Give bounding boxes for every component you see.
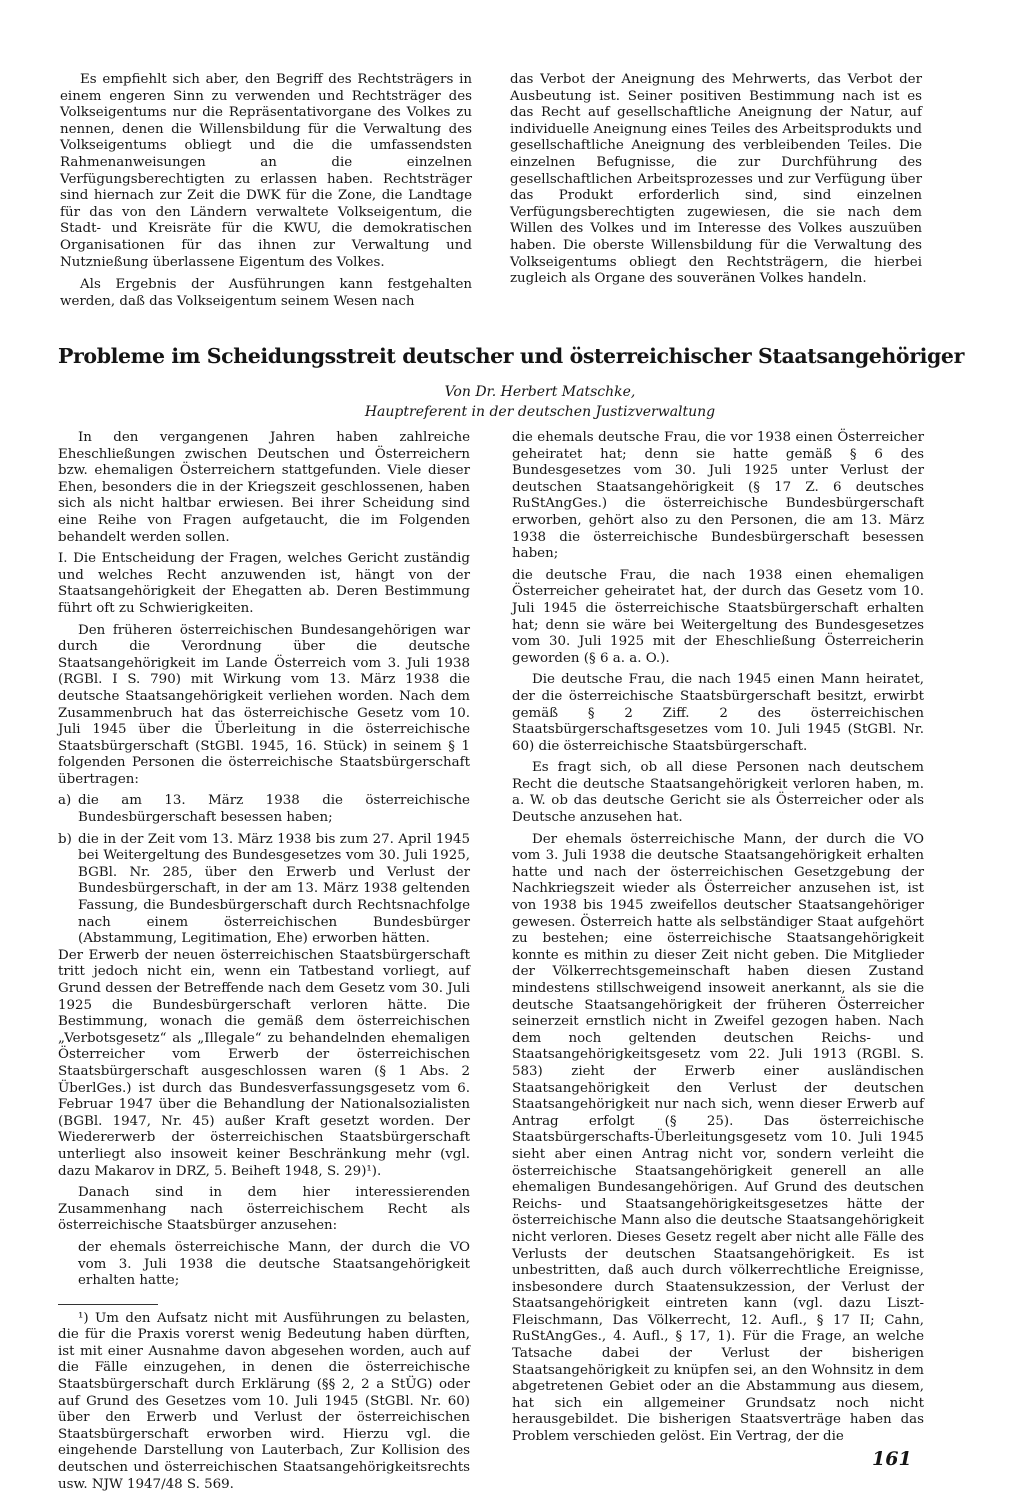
paragraph: Danach sind in dem hier interessierenden Zusammenhang nach österreichischem Recht als österreichische Staatsbürger anzusehen: [58,1185,470,1234]
paragraph: Der Erwerb der neuen österreichischen Staatsbürgerschaft tritt jedoch nicht ein, wenn ein Tatbestand vorliegt, auf Grund dessen der Betreffende nach dem Gesetz vom 30. Juli 1925 die Bundesbürgerschaft verloren hätte. Die Bestimmung, wonach die gemäß dem österreichischen „Verbotsgesetz“ als „Illegale“ zu behandelnden ehemaligen Österreicher vom Erwerb der österreichischen Staatsbürgerschaft ausgeschlossen waren (§ 1 Abs. 2 ÜberlGes.) ist durch das Bundesverfassungsgesetz vom 6. Februar 1947 über die Behandlung der Nationalsozialisten (BGBl. 1947, Nr. 45) außer Kraft gesetzt worden. Der Wiedererwerb der österreichischen Staatsbürgerschaft unterliegt also insoweit keiner Beschränkung mehr (vgl. dazu Makarov in DRZ, 5. Beiheft 1948, S. 29)¹). [58,947,470,1179]
left-column [58,430,470,1493]
right-column [512,430,924,1493]
list-item [58,832,470,948]
article-body [58,430,924,1493]
footnote: ¹) Um den Aufsatz nicht mit Ausführungen zu belasten, die für die Praxis vorerst wenig Bedeutung haben dürften, ist mit einer Ausnahme davon abgesehen worden, auch auf die Fälle einzugehen, in denen die österreichische Staatsbürgerschaft durch Erklärung (§§ 2, 2 a StÜG) oder auf Grund des Gesetzes vom 10. Juli 1945 (StGBl. Nr. 60) über den Erwerb und Verlust der österreichischen Staatsbürgerschaft erworben wird. Hierzu vgl. die eingehende Darstellung von Lauterbach, Zur Kollision des deutschen und österreichischen Staatsangehörigkeitsrechts usw. NJW 1947/48 S. 569. [58,1310,470,1492]
paragraph: I. Die Entscheidung der Fragen, welches Gericht zuständig und welches Recht anzuwenden ist, hängt von der Staatsangehörigkeit der Ehegatten ab. Deren Bestimmung führt oft zu Schwierigkeiten. [58,551,470,616]
paragraph: Den früheren österreichischen Bundesangehörigen war durch die Verordnung über die deutsche Staatsangehörigkeit im Lande Österreich vom 3. Juli 1938 (RGBl. I S. 790) mit Wirkung vom 13. März 1938 die deutsche Staatsangehörigkeit verliehen worden. Nach dem Zusammenbruch hat das österreichische Gesetz vom 10. Juli 1945 über die Überleitung in die österreichische Staatsbürgerschaft (StGBl. 1945, 16. Stück) in seinem § 1 folgenden Personen die österreichische Staatsbürgerschaft übertragen: [58,622,470,787]
page-number: 161 [872,1448,912,1470]
paragraph: Es fragt sich, ob all diese Personen nach deutschem Recht die deutsche Staatsangehörigkeit verloren haben, m. a. W. ob das deutsche Gericht sie als Österreicher oder als Deutsche anzusehen hat. [512,760,924,826]
author-name: Von Dr. Herbert Matschke, [444,384,636,400]
list-item [58,793,470,826]
article-title: Probleme im Scheidungsstreit deutscher und österreichischer Staatsangehöriger [58,344,964,368]
list-marker: b) [58,831,72,847]
previous-article-left-column [60,72,472,310]
previous-article-right-column [510,72,922,310]
paragraph: die deutsche Frau, die nach 1938 einen ehemaligen Österreicher geheiratet hat, der durch das Gesetz vom 10. Juli 1945 die österreichische Staatsbürgerschaft erhalten hat; denn sie wäre bei Weitergeltung des Bundesgesetzes vom 30. Juli 1925 mit der Eheschließung Österreicherin geworden (§ 6 a. a. O.). [512,567,924,666]
paragraph: die ehemals deutsche Frau, die vor 1938 einen Österreicher geheiratet hat; denn sie hatte gemäß § 6 des Bundesgesetzes vom 30. Juli 1925 unter Verlust der deutschen Staatsangehörigkeit (§ 17 Z. 6 deutsches RuStAngGes.) die österreichische Bundesbürgerschaft erworben, gehört also zu den Personen, die am 13. März 1938 die österreichische Bundesbürgerschaft besessen haben; [512,430,924,562]
footnote-divider [58,1304,158,1305]
paragraph: das Verbot der Aneignung des Mehrwerts, das Verbot der Ausbeutung ist. Seiner positiven Bestimmung nach ist es das Recht auf gesellschaftliche Aneignung der Natur, auf individuelle Aneignung eines Teiles des Arbeitsprodukts und gesellschaftliche Aneignung des verbleibenden Teiles. Die einzelnen Befugnisse, die zur Durchführung des gesellschaftlichen Arbeitsprozesses und zur Verfügung über das Produkt erforderlich sind, sind einzelnen Verfügungsberechtigten zugewiesen, die sie nach dem Willen des Volkes und im Interesse des Volkes auszuüben haben. Die oberste Willensbildung für die Verwaltung des Volkseigentums obliegt den Rechtsträgern, die hierbei zugleich als Organe des souveränen Volkes handeln. [510,72,922,287]
paragraph: Es empfiehlt sich aber, den Begriff des Rechtsträgers in einem engeren Sinn zu verwenden und Rechtsträger des Volkseigentums nur die Repräsentativorgane des Volkes zu nennen, denen die Willensbildung für die Verwaltung des Volkseigentums obliegt und die die umfassendsten Rahmenanweisungen an die einzelnen Verfügungsberechtigten zu erlassen haben. Rechtsträger sind hiernach zur Zeit die DWK für die Zone, die Landtage für das von den Ländern verwaltete Volkseigentum, die Stadt- und Kreisräte für die KWU, die demokratischen Organisationen für das ihnen zur Verwaltung und Nutznießung überlassene Eigentum des Volkes. [60,72,472,270]
list-text: die in der Zeit vom 13. März 1938 bis zum 27. April 1945 bei Weitergeltung des Bundesgesetzes vom 30. Juli 1925, BGBl. Nr. 285, über den Erwerb und Verlust der Bundesbürgerschaft, in der am 13. März 1938 geltenden Fassung, die Bundesbürgerschaft durch Rechtsnachfolge nach einem österreichischen Bundesbürger (Abstammung, Legitimation, Ehe) erworben hätten. [78,831,470,947]
paragraph: Als Ergebnis der Ausführungen kann festgehalten werden, daß das Volkseigentum seinem Wesen nach [60,277,472,309]
paragraph: In den vergangenen Jahren haben zahlreiche Eheschließungen zwischen Deutschen und Österreichern bzw. ehemaligen Österreichern stattgefunden. Viele dieser Ehen, besonders die in der Kriegszeit geschlossenen, haben sich als nicht haltbar erwiesen. Bei ihrer Scheidung sind eine Reihe von Fragen aufgetaucht, die im Folgenden behandelt werden sollen. [58,430,470,545]
paragraph: Der ehemals österreichische Mann, der durch die VO vom 3. Juli 1938 die deutsche Staatsangehörigkeit erhalten hatte und nach der österreichischen Gesetzgebung der Nachkriegszeit wieder als Österreicher anzusehen ist, ist von 1938 bis 1945 zweifellos deutscher Staatsangehöriger gewesen. Österreich hatte als selbständiger Staat aufgehört zu bestehen; eine österreichische Staatsangehörigkeit konnte es mithin zu dieser Zeit nicht geben. Die Mitglieder der Völkerrechtsgemeinschaft haben diesen Zustand mindestens stillschweigend insoweit anerkannt, als sie die deutsche Staatsangehörigkeit der früheren Österreicher seinerzeit ernstlich nicht in Zweifel gezogen haben. Nach dem noch geltenden deutschen Reichs- und Staatsangehörigkeitsgesetz vom 22. Juli 1913 (RGBl. S. 583) zieht der Erwerb einer ausländischen Staatsangehörigkeit den Verlust der deutschen Staatsangehörigkeit nur nach sich, wenn dieser Erwerb auf Antrag erfolgt (§ 25). Das österreichische Staatsbürgerschafts-Überleitungsgesetz vom 10. Juli 1945 sieht aber einen Antrag nicht vor, sondern verleiht die österreichische Staatsangehörigkeit generell an alle ehemaligen Bundesangehörigen. Auf Grund des deutschen Reichs- und Staatsangehörigkeitsgesetzes hätte der österreichische Mann also die deutsche Staatsangehörigkeit nicht verloren. Dieses Gesetz regelt aber nicht alle Fälle des Verlusts der deutschen Staatsangehörigkeit. Es ist unbestritten, daß auch durch völkerrechtliche Ereignisse, insbesondere durch Staatensukzession, der Verlust der Staatsangehörigkeit eintreten kann (vgl. dazu Liszt-Fleischmann, Das Völkerrecht, 12. Aufl., § 17 II; Cahn, RuStAngGes., 4. Aufl., § 17, 1). Für die Frage, an welche Tatsache dabei der Verlust der bisherigen Staatsangehörigkeit zu knüpfen sei, an den Wohnsitz in dem abgetretenen Gebiet oder an die Abstammung aus diesem, hat sich ein allgemeiner Grundsatz noch nicht herausgebildet. Die bisherigen Staatsverträge haben das Problem verschieden gelöst. Ein Vertrag, der die [512,831,924,1445]
author-role: Hauptreferent in der deutschen Justizverwaltung [364,404,716,420]
byline [200,382,880,422]
paragraph: der ehemals österreichische Mann, der durch die VO vom 3. Juli 1938 die deutsche Staatsangehörigkeit erhalten hatte; [78,1239,470,1289]
previous-article-section [60,72,922,310]
paragraph: Die deutsche Frau, die nach 1945 einen Mann heiratet, der die österreichische Staatsbürgerschaft besitzt, erwirbt gemäß § 2 Ziff. 2 des österreichischen Staatsbürgerschaftsgesetzes vom 10. Juli 1945 (StGBl. Nr. 60) die österreichische Staatsbürgerschaft. [512,672,924,754]
list-text: die am 13. März 1938 die österreichische Bundesbürgerschaft besessen haben; [78,793,470,826]
list-marker: a) [58,793,72,809]
